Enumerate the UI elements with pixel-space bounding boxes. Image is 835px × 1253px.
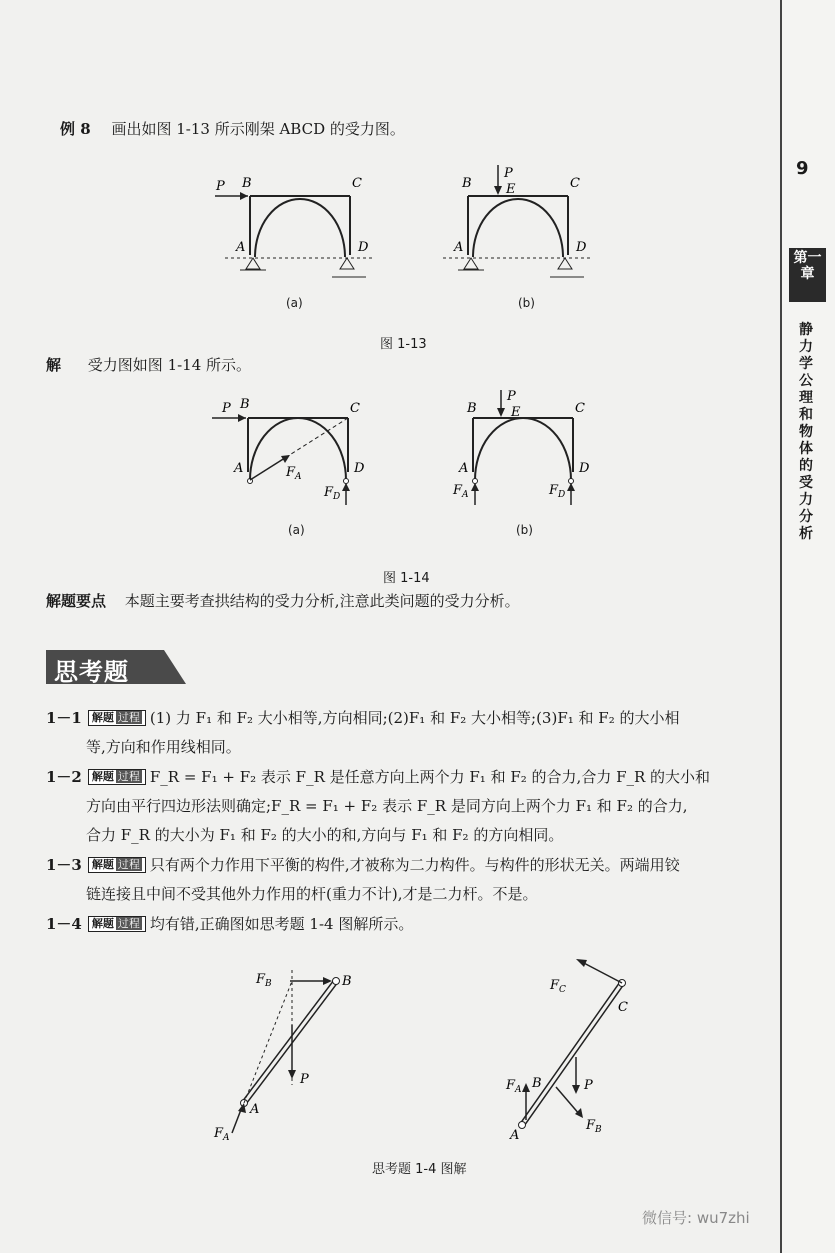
solution-tag: 解题 过程: [88, 769, 146, 785]
label-P: P: [504, 166, 513, 181]
figure-q14-caption: 思考题 1-4 图解: [372, 1162, 467, 1177]
label-B: B: [462, 176, 472, 191]
solution-tag: 解题 过程: [88, 916, 146, 932]
label-A: A: [510, 1128, 520, 1143]
key-points-label: 解题要点: [46, 592, 107, 610]
label-P: P: [300, 1072, 309, 1087]
label-FA: $F_A$: [286, 465, 302, 482]
label-P: P: [222, 401, 231, 416]
label-FA: $F_A$: [214, 1126, 230, 1143]
label-C: C: [570, 176, 580, 191]
figure-1-14a: [200, 390, 400, 515]
solution-line: [46, 354, 251, 375]
chapter-title: 静力学公理和物体的受力分析: [799, 322, 813, 542]
fig14-sub-a: (a): [288, 523, 305, 537]
figure-1-13b: [418, 165, 618, 295]
label-B: B: [342, 974, 352, 989]
label-FA: $F_A$: [453, 483, 469, 500]
chapter-label: 第一章: [789, 248, 826, 302]
label-E: E: [511, 405, 521, 420]
chapter-sidebar: [780, 0, 835, 1253]
key-points-text: 本题主要考查拱结构的受力分析,注意此类问题的受力分析。: [124, 592, 520, 610]
label-P: P: [507, 389, 516, 404]
label-C: C: [350, 401, 360, 416]
section-title: 思考题: [54, 658, 129, 686]
watermark: 微信号: wu7zhi: [642, 1209, 750, 1227]
fig14-sub-b: (b): [516, 523, 533, 537]
figure-1-13-caption: 图 1-13: [380, 337, 427, 352]
label-D: D: [358, 240, 369, 255]
label-A: A: [236, 240, 246, 255]
label-E: E: [506, 182, 516, 197]
fig13-sub-b: (b): [518, 296, 535, 310]
figure-q14-left: [210, 965, 370, 1145]
label-A: A: [459, 461, 469, 476]
label-D: D: [579, 461, 590, 476]
fig13-sub-a: (a): [286, 296, 303, 310]
figure-1-14-caption: 图 1-14: [383, 571, 430, 586]
label-C: C: [618, 1000, 628, 1015]
figure-1-13a: [200, 165, 400, 295]
label-D: D: [354, 461, 365, 476]
key-points-line: [46, 590, 520, 611]
label-A: A: [454, 240, 464, 255]
label-A: A: [234, 461, 244, 476]
label-FD: $F_D$: [324, 485, 341, 502]
label-C: C: [352, 176, 362, 191]
page-number: 9: [796, 158, 809, 179]
label-FA: $F_A$: [506, 1078, 522, 1095]
label-B: B: [467, 401, 477, 416]
label-A: A: [250, 1102, 260, 1117]
example-text: 画出如图 1-13 所示刚架 ABCD 的受力图。: [111, 120, 405, 138]
figure-q14-right: [498, 965, 658, 1145]
label-P: P: [216, 179, 225, 194]
label-B: B: [240, 397, 250, 412]
question-1-2: 1－2 解题 过程 F_R = F₁ + F₂ 表示 F_R 是任意方向上两个力 F₁ 和 F₂ 的合力,合力 F_R 的大小和 方向由平行四边形法则确定;F_R = F₁ + F₂ 表示 F_R 是同方向上两个力 F₁ 和 F₂ 的合力, 合力 F_R 的大小为 F₁ 和 F₂ 的大小的和,方向与 F₁ 和 F₂ 的方向相同。: [46, 768, 711, 844]
label-C: C: [575, 401, 585, 416]
label-P: P: [584, 1078, 593, 1093]
example-heading: [60, 118, 405, 139]
solution-tag: 解题 过程: [88, 710, 146, 726]
solution-label: 解: [46, 356, 62, 374]
label-D: D: [576, 240, 587, 255]
label-B: B: [532, 1076, 542, 1091]
question-1-1: 1－1 解题 过程 (1) 力 F₁ 和 F₂ 大小相等,方向相同;(2)F₁ 和 F₂ 大小相等;(3)F₁ 和 F₂ 的大小相 等,方向和作用线相同。: [46, 709, 680, 756]
label-FB: $F_B$: [256, 972, 272, 989]
solution-tag: 解题 过程: [88, 857, 146, 873]
question-1-4: 1－4 解题 过程 均有错,正确图如思考题 1-4 图解所示。: [46, 915, 414, 933]
figure-1-14b: [425, 390, 625, 515]
question-1-3: 1－3 解题 过程 只有两个力作用下平衡的构件,才被称为二力构件。与构件的形状无关。两端用铰 链连接且中间不受其他外力作用的杆(重力不计),才是二力杆。不是。: [46, 856, 680, 903]
label-FB: $F_B$: [586, 1118, 602, 1135]
label-FD: $F_D$: [549, 483, 566, 500]
label-FC: $F_C$: [550, 978, 566, 995]
example-label: 例 8: [60, 120, 91, 138]
solution-text: 受力图如图 1-14 所示。: [87, 356, 252, 374]
label-B: B: [242, 176, 252, 191]
